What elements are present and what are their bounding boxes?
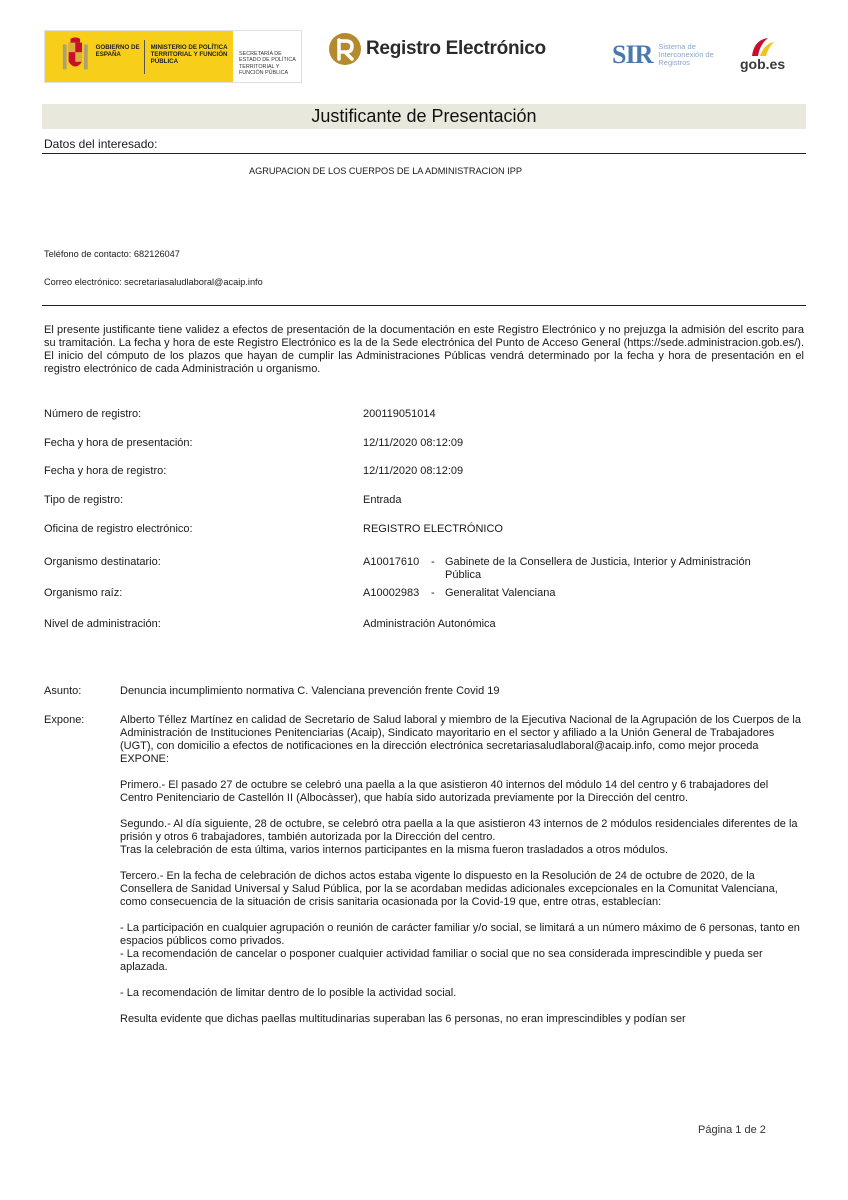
gobierno-label: GOBIERNO DE ESPAÑA (95, 44, 140, 58)
divider (42, 305, 806, 306)
expone-paragraph: Segundo.- Al día siguiente, 28 de octubre, se celebró otra paella a la que asistieron 43 internos de 2 módulos residenciales diferentes de la prisión y otros 6 trabajadores, también autorizada por la Dirección del centro. (120, 818, 798, 843)
destinatario-label: Organismo destinatario: (44, 556, 161, 568)
registro-electronico-logo (328, 32, 546, 66)
sir-text: Sistema de Interconexión de Registros (658, 42, 714, 67)
destinatario-code: A10017610 (363, 556, 420, 568)
telefono: Teléfono de contacto: 682126047 (44, 249, 180, 259)
nivel-value: Administración Autonómica (363, 618, 496, 630)
expone-paragraph: - La recomendación de limitar dentro de lo posible la actividad social. (120, 987, 457, 999)
nivel-label: Nivel de administración: (44, 618, 161, 630)
expone-label: Expone: (44, 714, 85, 726)
page-title: Justificante de Presentación (42, 104, 806, 129)
oficina-value: REGISTRO ELECTRÓNICO (363, 523, 503, 535)
destinatario-desc: Gabinete de la Consellera de Justicia, Interior y Administración Pública (445, 556, 751, 581)
asunto-value: Denuncia incumplimiento normativa C. Valenciana prevención frente Covid 19 (120, 685, 500, 697)
raiz-code: A10002983 (363, 587, 420, 599)
tipo-registro-value: Entrada (363, 494, 402, 506)
expone-body (120, 714, 804, 1039)
expone-paragraph: Primero.- El pasado 27 de octubre se celebró una paella a la que asistieron 40 internos del módulo 14 del centro y 6 trabajadores del Centro Penitenciario de Castellón II (Albocàsser), que había sido autorizada previamente por la Dirección del centro. (120, 779, 769, 804)
raiz-desc: Generalitat Valenciana (445, 587, 556, 599)
registro-logo-text: Registro Electrónico (366, 38, 546, 59)
fecha-registro-value: 12/11/2020 08:12:09 (363, 465, 464, 477)
coat-of-arms-icon (59, 36, 92, 76)
raiz-dash: - (431, 587, 435, 599)
correo: Correo electrónico: secretariasaludlaboral@acaip.info (44, 277, 263, 287)
raiz-label: Organismo raíz: (44, 587, 123, 599)
interesado-heading: Datos del interesado: (44, 137, 158, 151)
gob-es-text: gob.es (740, 56, 786, 72)
ministerio-label: MINISTERIO DE POLÍTICA TERRITORIAL Y FUNCIÓN PÚBLICA (150, 44, 228, 65)
asunto-label: Asunto: (44, 685, 82, 697)
registro-emblem-icon (328, 32, 362, 66)
sir-logo (612, 40, 714, 70)
oficina-label: Oficina de registro electrónico: (44, 523, 193, 535)
legal-notice: El presente justificante tiene validez a efectos de presentación de la documentación en este Registro Electrónico y no prejuzga la admisión del escrito para su tramitación. La fecha y hora de este Registro Electrónico es la de la Sede electrónica del Punto de Acceso General (https://sede.administracion.gob.es/). El inicio del cómputo de los plazos que hayan de cumplir las Administraciones Públicas vendrá determinado por la fecha y hora de presentación en el registro electrónico de cada Administración u organismo. (44, 324, 804, 375)
tipo-registro-label: Tipo de registro: (44, 494, 124, 506)
numero-registro-label: Número de registro: (44, 408, 142, 420)
secretaria-label: SECRETARÍA DE ESTADO DE POLÍTICA TERRITORIAL Y FUNCIÓN PÚBLICA (239, 51, 296, 77)
fecha-presentacion-value: 12/11/2020 08:12:09 (363, 437, 464, 449)
sir-mark: SIR (612, 40, 653, 69)
expone-paragraph: Tras la celebración de esta última, varios internos participantes en la misma fueron trasladados a otros módulos. (120, 844, 669, 856)
numero-registro-value: 200119051014 (363, 408, 436, 420)
expone-paragraph: Tercero.- En la fecha de celebración de dichos actos estaba vigente lo dispuesto en la Resolución de 24 de octubre de 2020, de la Consellera de Sanidad Universal y Salud Pública, por la se acordaban medidas adicionales excepcionales en la Comunitat Valenciana, como consecuencia de la situación de crisis sanitaria ocasionada por la Covid-19 que, entre otras, establecían: (120, 870, 778, 908)
destinatario-value (363, 556, 775, 582)
expone-paragraph: - La recomendación de cancelar o posponer cualquier actividad familiar o social que no sea considerada imprescindible y pueda ser aplazada. (120, 948, 763, 973)
gob-es-swoosh-icon (736, 34, 796, 58)
raiz-value (363, 587, 775, 600)
page-number: Página 1 de 2 (698, 1124, 766, 1136)
gobierno-logo (44, 30, 302, 83)
divider (42, 153, 806, 154)
interesado-name: AGRUPACION DE LOS CUERPOS DE LA ADMINISTRACION IPP (249, 166, 522, 176)
destinatario-dash: - (431, 556, 435, 568)
expone-paragraph: - La participación en cualquier agrupación o reunión de carácter familiar y/o social, se limitará a un número máximo de 6 personas, tanto en espacios públicos como privados. (120, 922, 800, 947)
expone-paragraph: Alberto Téllez Martínez en calidad de Secretario de Salud laboral y miembro de la Ejecutiva Nacional de la Agrupación de los Cuerpos de la Administración de Instituciones Penitenciarias (Acaip), Sindicato mayoritario en el sector y afiliado a la Unión General de Trabajadores (UGT), con domicilio a efectos de notificaciones en la dirección electrónica secretariasaludlaboral@acaip.info, como mejor proceda EXPONE: (120, 714, 801, 765)
fecha-presentacion-label: Fecha y hora de presentación: (44, 437, 193, 449)
fecha-registro-label: Fecha y hora de registro: (44, 465, 167, 477)
gob-es-logo (736, 34, 796, 74)
expone-paragraph: Resulta evidente que dichas paellas multitudinarias superaban las 6 personas, no eran imprescindibles y podían ser (120, 1013, 686, 1025)
